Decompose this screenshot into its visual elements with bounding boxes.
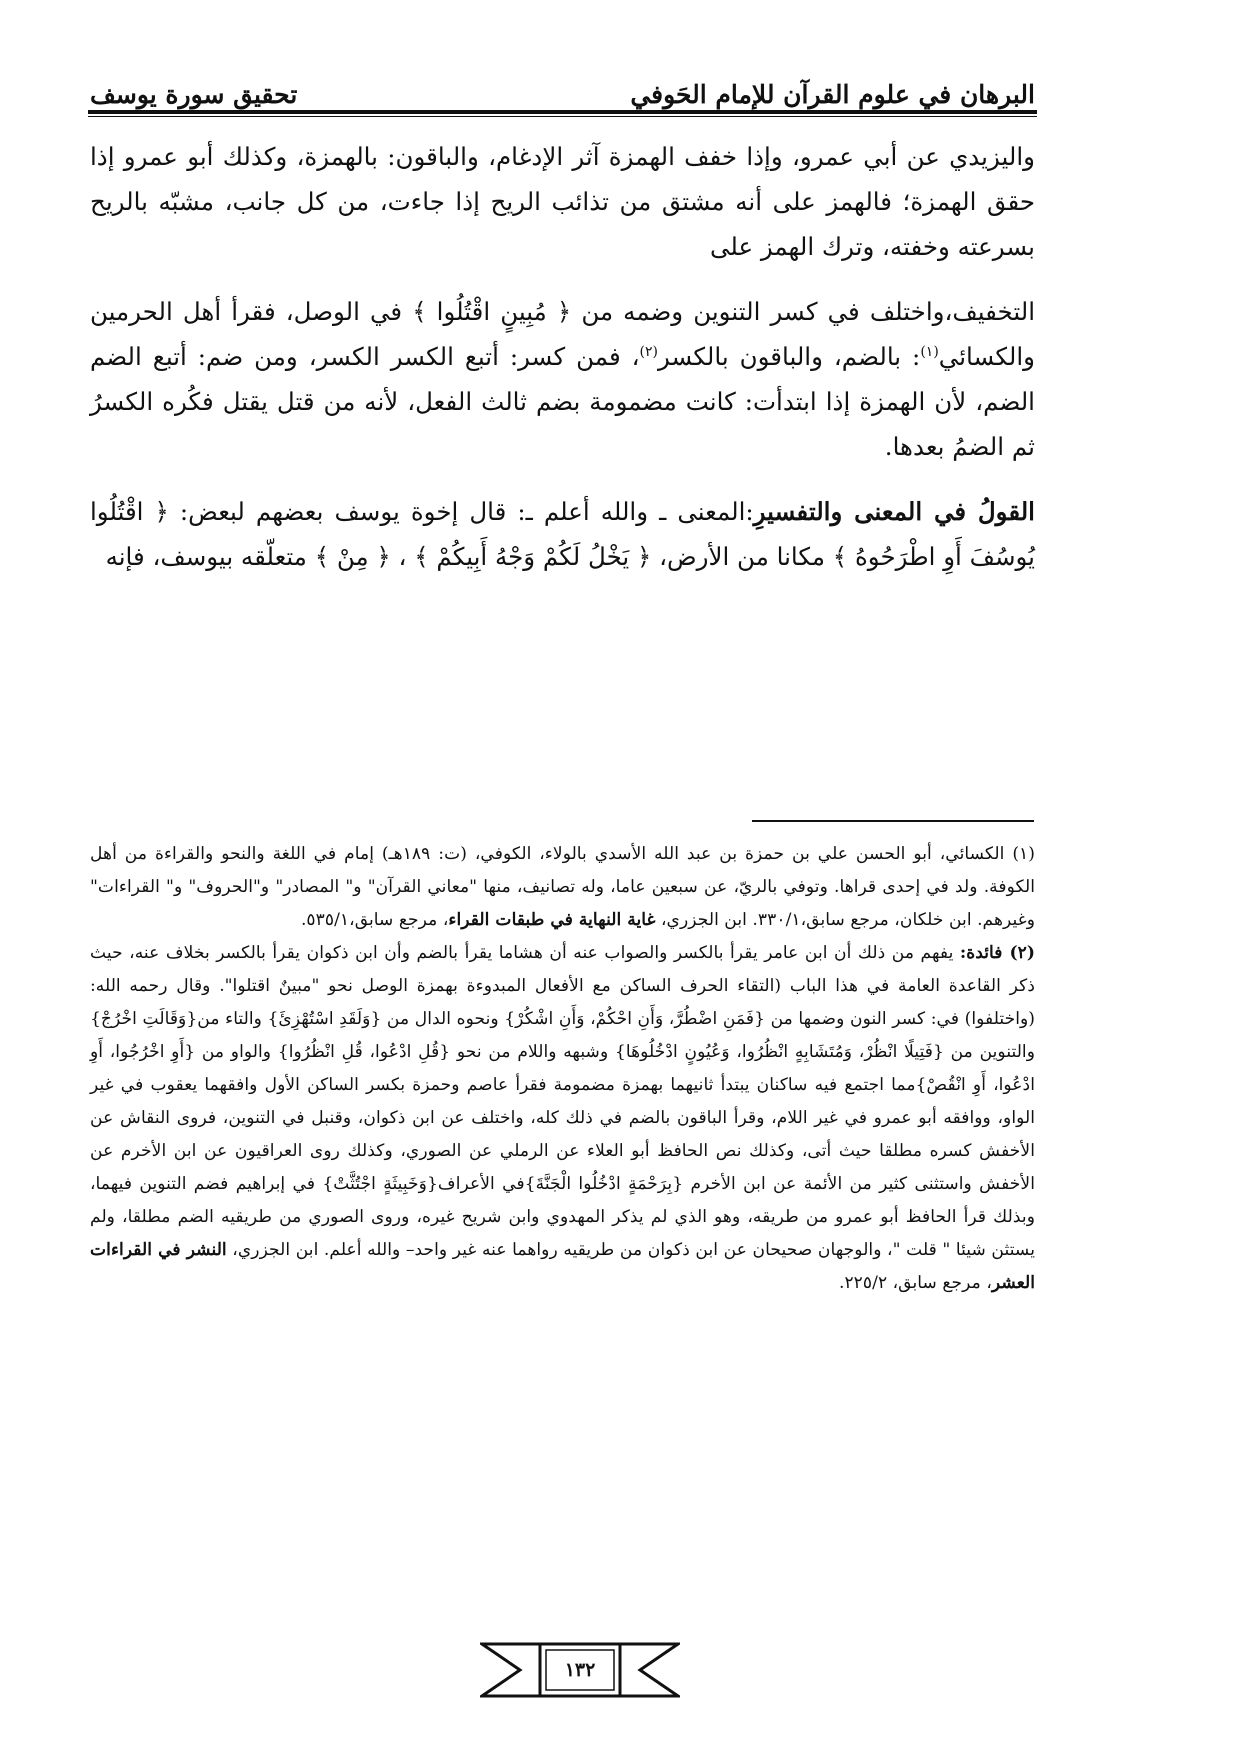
paragraph-3 [90,489,1035,579]
page-number-frame [480,1638,680,1702]
footnotes [90,838,1035,1300]
paragraph-2-part-c: ، فمن كسر: أتبع الكسر الكسر، ومن ضم: أتبع الضم الضم، لأن الهمزة إذا ابتدأت: كانت مضمومة بضم ثالث الفعل، لأنه من قتل يقتل فكُره الكسرُ ثم الضمُ بعدها. [90,342,1035,461]
section-heading: القولُ في المعنى والتفسيرِ [753,497,1035,526]
paragraph-2 [90,289,1035,469]
footnote-1-source: غاية النهاية في طبقات القراء [448,910,656,930]
paragraph-1: واليزيدي عن أبي عمرو، وإذا خفف الهمزة آثر الإدغام، والباقون: بالهمزة، وكذلك أبو عمرو إذا حقق الهمزة؛ فالهمز على أنه مشتق من تذائب الريح إذا جاءت، من كل جانب، مشبّه بالريح بسرعته وخفته، وترك الهمز على [90,142,1035,261]
footnote-separator [752,820,1034,822]
footnote-1 [90,838,1035,937]
footnote-2-text: يفهم من ذلك أن ابن عامر يقرأ بالكسر والصواب عنه أن هشاما يقرأ بالضم وأن ابن ذكوان يقرأ بالكسر بخلاف عنه، حيث ذكر القاعدة العامة في هذا الباب (التقاء الحرف الساكن مع الأفعال المبدوءة بهمزة الوصل نحو "مبينٌ اقتلوا". وقال رحمه الله: (واختلفوا) في: كسر النون وضمها من {فَمَنِ اضْطُرَّ، وَأَنِ احْكُمْ، وَأَنِ اشْكُرْ} ونحوه الدال من {وَلَقَدِ اسْتُهْزِئَ} والتاء من{وَقَالَتِ اخْرُجْ} والتنوين من {فَتِيلًا انْظُرْ، وَمُتَشَابِهٍ انْظُرُوا، وَعُيُونٍ ادْخُلُوهَا} وشبهه واللام من نحو {قُلِ ادْعُوا، قُلِ انْظُرُوا} والواو من {أَوِ اخْرُجُوا، أَوِ ادْعُوا، أَوِ انْقُصْ}مما اجتمع فيه ساكنان يبتدأ ثانيهما بهمزة مضمومة فقرأ عاصم وحمزة بكسر الساكن الأول وافقهما يعقوب في غير الواو، ووافقه أبو عمرو في غير اللام، وقرأ الباقون بالضم في ذلك كله، واختلف عن ابن ذكوان، وقنبل في التنوين، فروى النقاش عن الأخفش كسره مطلقا حيث أتى، وكذلك نص الحافظ أبو العلاء عن الرملي عن الصوري، وكذلك روى العراقيون عن ابن الأخرم عن الأخفش واستثنى كثير من الأئمة عن ابن الأخرم {بِرَحْمَةٍ ادْخُلُوا الْجَنَّةَ}في الأعراف{وَخَبِيثَةٍ اجْتُثَّتْ} في إبراهيم فضم التنوين فيهما، وبذلك قرأ الحافظ أبو عمرو من طريقه، وهو الذي لم يذكر المهدوي وابن شريح غيره، وروى الصوري من طريقيه الضم مطلقا، ولم يستثن شيئا " قلت "، والوجهان صحيحان عن ابن ذكوان من طريقيه رواهما عنه غير واحد– والله أعلم. ابن الجزري، [90,943,1035,1260]
main-text [90,134,1035,579]
page-header [90,74,1035,110]
header-book-title: البرهان في علوم القرآن للإمام الحَوفي [630,80,1035,109]
paragraph-3-text: :المعنى ـ والله أعلم ـ: قال إخوة يوسف بعضهم لبعض: ﴿ اقْتُلُوا يُوسُفَ أَوِ اطْرَحُوهُ ﴾ مكانا من الأرض، ﴿ يَخْلُ لَكُمْ وَجْهُ أَبِيكُمْ ﴾ ، ﴿ مِنْ ﴾ متعلّقه بيوسف، فإنه [90,497,1035,571]
header-rule-thin [88,116,1037,117]
page-number: ١٣٢ [564,1659,596,1681]
header-rule-thick [88,110,1037,114]
footnote-ref-2[interactable]: (٢) [639,343,658,360]
footnote-ref-1[interactable]: (١) [920,343,939,360]
footnote-1-text: (١) الكسائي، أبو الحسن علي بن حمزة بن عبد الله الأسدي بالولاء، الكوفي، (ت: ١٨٩هـ) إمام في اللغة والنحو والقراءة من أهل الكوفة. ولد في إحدى قراها. وتوفي بالريّ، عن سبعين عاما، وله تصانيف، منها "معاني القرآن" و" المصادر" و"الحروف" و" القراءات" وغيرهم. ابن خلكان، مرجع سابق،٣٣٠/١. ابن الجزري، [90,844,1035,930]
footnote-2-source: النشر في القراءات العشر [90,1240,1035,1293]
footnote-1-end: ، مرجع سابق،٥٣٥/١. [300,910,449,930]
paragraph-2-part-b: : بالضم، والباقون بالكسر [658,342,921,371]
paragraph-2-part-a: التخفيف،واختلف في كسر التنوين وضمه من ﴿ مُبِينٍ اقْتُلُوا ﴾ في الوصل، فقرأ أهل الحرمين والكسائي [90,297,1035,371]
footnote-2-label: (٢) فائدة: [959,943,1035,963]
header-section-title: تحقيق سورة يوسف [90,80,298,109]
footnote-2-end: ، مرجع سابق، ٢٢٥/٢. [838,1273,992,1293]
footnote-2 [90,937,1035,1300]
